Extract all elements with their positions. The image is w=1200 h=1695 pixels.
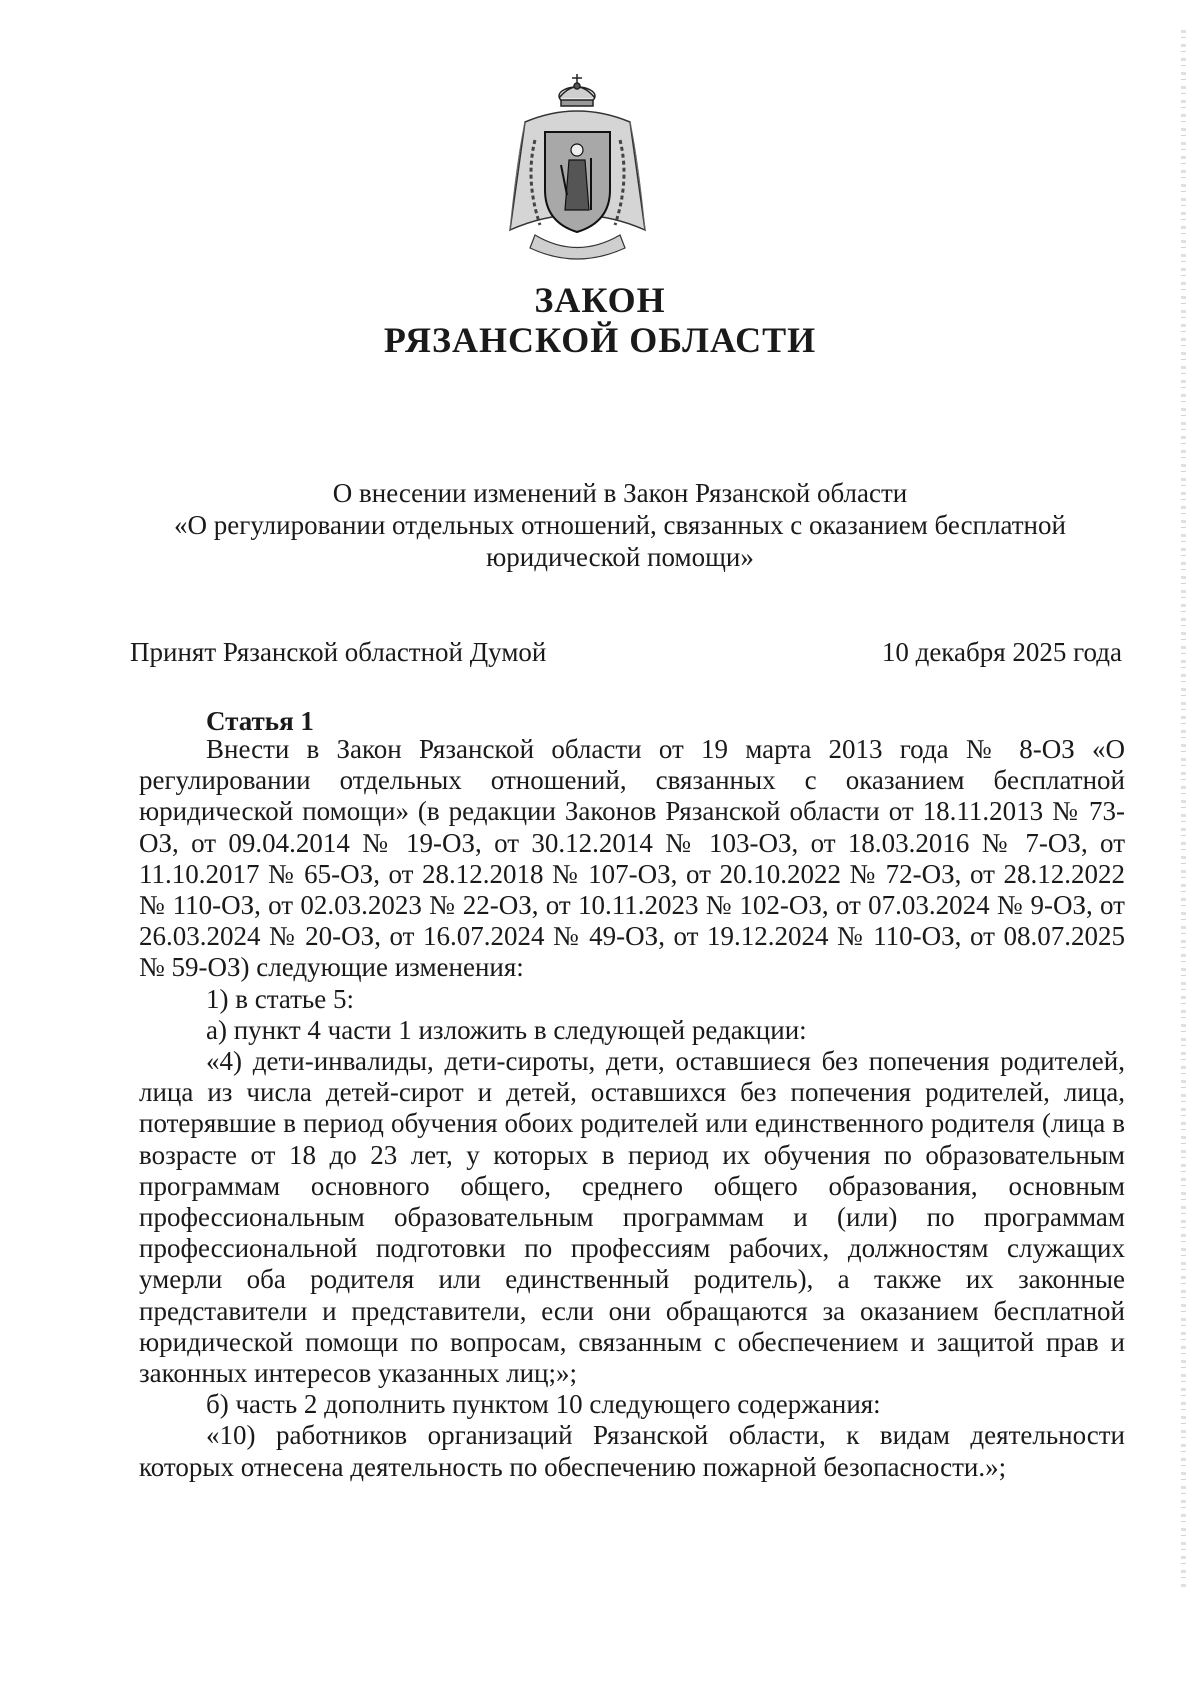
subject-line2: «О регулировании отдельных отношений, связанных с оказанием бесплатной	[174, 510, 1066, 540]
paragraph: «10) работников организаций Рязанской области, к видам деятельности которых отнесена деятельность по обеспечению пожарной безопасности.»;	[139, 1420, 1125, 1482]
paragraph: 1) в статье 5:	[206, 983, 354, 1014]
adopted-by: Принят Рязанской областной Думой	[130, 637, 547, 667]
crown-icon	[559, 74, 595, 106]
paragraph: «4) дети-инвалиды, дети-сироты, дети, оставшиеся без попечения родителей, лица из числа детей-сирот и детей, оставшихся без попечения родителей, лица, потерявшие в период обучения обоих родителей или единственного родителя (лица в возрасте от 18 до 23 лет, у которых в период их обучения по образовательным программам основного общего, среднего общего образования, основным профессиональным образовательным программам и (или) по программам профессиональной подготовки по профессиям рабочих, должностям служащих умерли оба родителя или единственный родитель), а также их законные представители и представители, если они обращаются за оказанием бесплатной юридической помощи по вопросам, связанным с обеспечением и защитой прав и законных интересов указанных лиц;»;	[139, 1046, 1125, 1389]
adoption-row	[130, 636, 1122, 668]
article-body	[139, 734, 1125, 1483]
law-title-line1: ЗАКОН	[534, 280, 666, 320]
subject-line1: О внесении изменений в Закон Рязанской области	[332, 478, 908, 508]
coat-of-arms-emblem	[495, 70, 660, 270]
law-title-line2: РЯЗАНСКОЙ ОБЛАСТИ	[383, 320, 817, 360]
scan-edge-artifact	[1181, 30, 1186, 1590]
adoption-date: 10 декабря 2025 года	[881, 637, 1122, 667]
paragraph: б) часть 2 дополнить пунктом 10 следующего содержания:	[206, 1389, 881, 1420]
article-heading: Статья 1	[206, 706, 314, 736]
paragraph: а) пункт 4 части 1 изложить в следующей редакции:	[206, 1014, 807, 1045]
paragraph: Внести в Закон Рязанской области от 19 марта 2013 года № 8-ОЗ «О регулировании отдельных отношений, связанных с оказанием бесплатной юридической помощи» (в редакции Законов Рязанской области от 18.11.2013 № 73-ОЗ, от 09.04.2014 № 19-ОЗ, от 30.12.2014 № 103-ОЗ, от 18.03.2016 № 7-ОЗ, от 11.10.2017 № 65-ОЗ, от 28.12.2018 № 107-ОЗ, от 20.10.2022 № 72-ОЗ, от 28.12.2022 № 110-ОЗ, от 02.03.2023 № 22-ОЗ, от 10.11.2023 № 102-ОЗ, от 07.03.2024 № 9-ОЗ, от 26.03.2024 № 20-ОЗ, от 16.07.2024 № 49-ОЗ, от 19.12.2024 № 110-ОЗ, от 08.07.2025 № 59-ОЗ) следующие изменения:	[139, 734, 1125, 983]
law-subject	[130, 477, 1110, 573]
subject-line3: юридической помощи»	[486, 542, 754, 572]
